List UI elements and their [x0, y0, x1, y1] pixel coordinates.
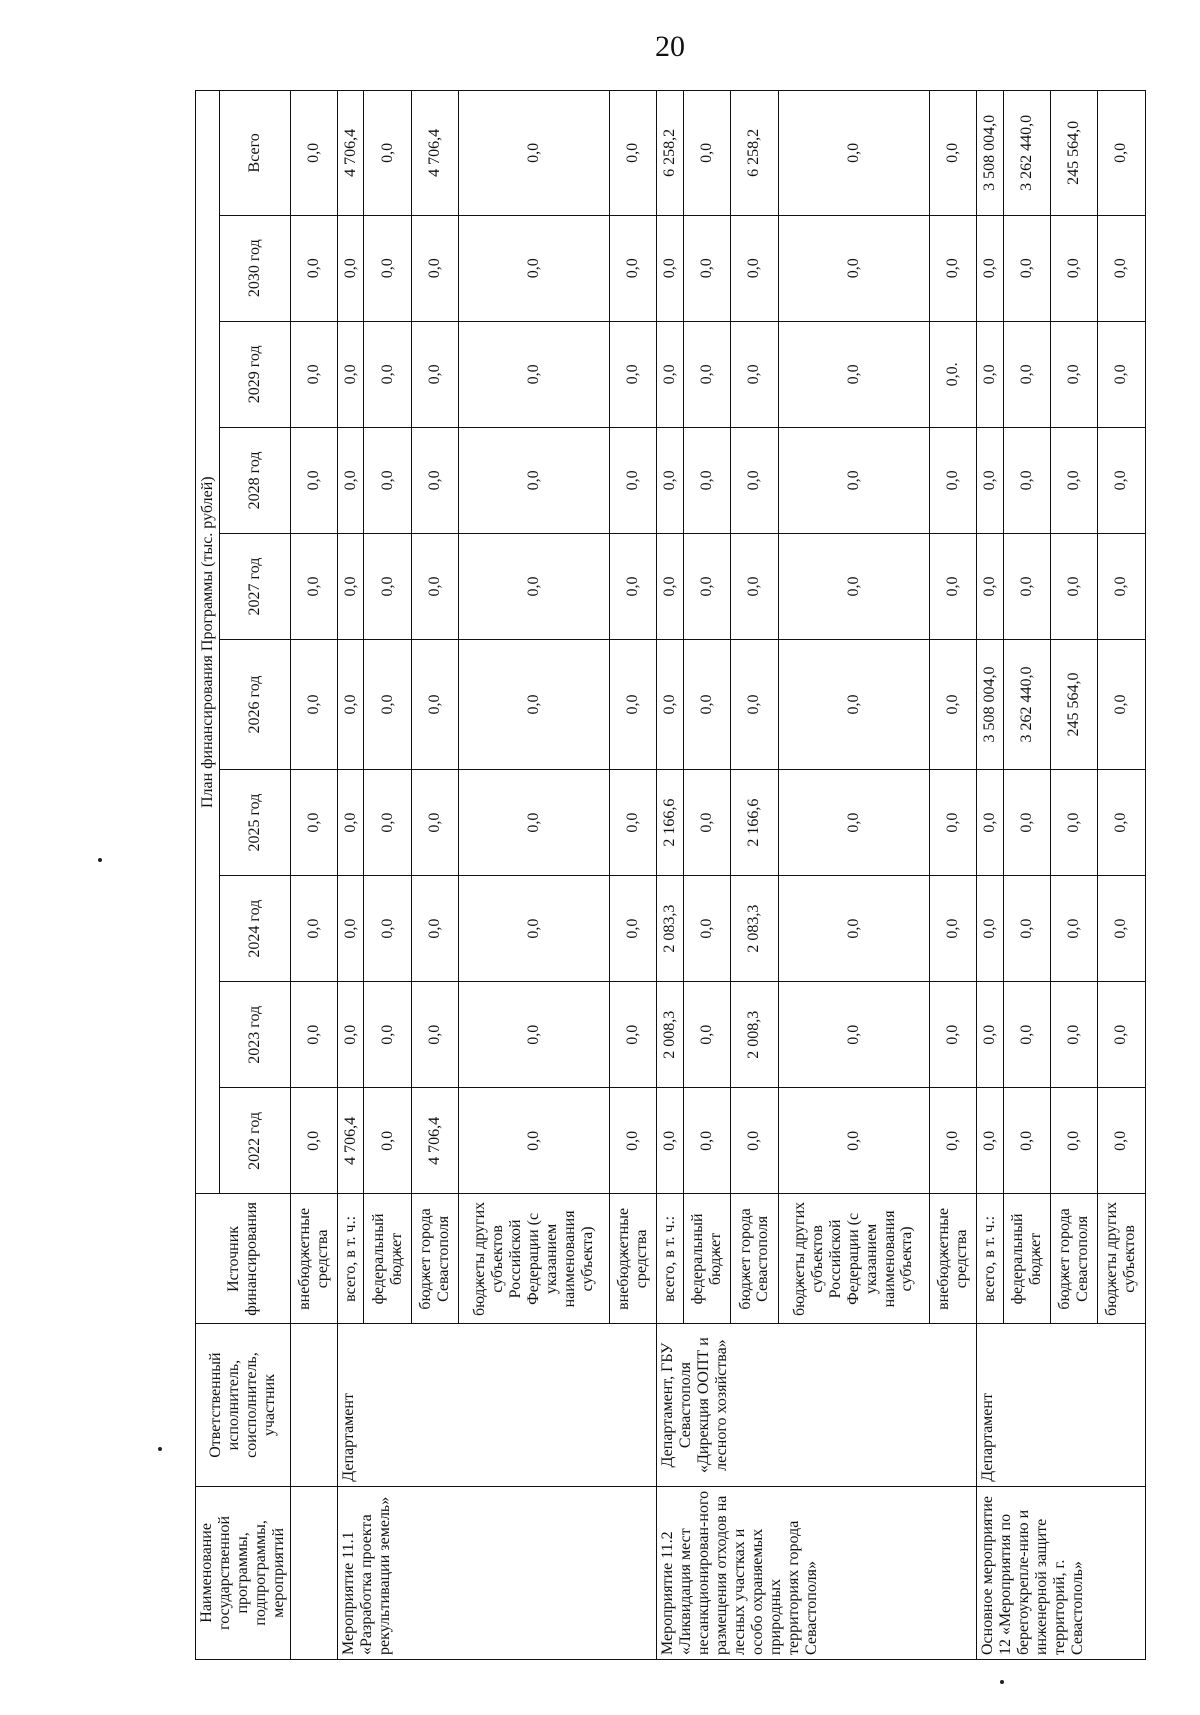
year-value-cell: 0,0 [364, 982, 411, 1088]
year-value-cell: 0,0 [731, 640, 778, 770]
year-value-cell: 0,0 [1003, 876, 1050, 982]
year-value-cell: 0,0 [778, 640, 929, 770]
total-value-cell: 6 258,2 [731, 91, 778, 216]
year-value-cell: 0,0 [364, 533, 411, 639]
page-number: 20 [655, 30, 685, 63]
year-value-cell: 0,0 [411, 770, 458, 876]
year-value-cell: 0,0 [929, 876, 976, 982]
total-value-cell: 0,0 [290, 91, 337, 216]
year-value-cell: 0,0 [977, 427, 1004, 533]
year-value-cell: 0,0 [459, 321, 610, 427]
header-responsible: Ответственный исполнитель, соисполнитель, участник [196, 1324, 291, 1486]
total-value-cell: 4 706,4 [411, 91, 458, 216]
year-value-cell: 0,0 [290, 215, 337, 321]
year-value-cell: 0,0 [1050, 321, 1097, 427]
year-value-cell: 0,0 [977, 770, 1004, 876]
year-value-cell: 0,0 [778, 1088, 929, 1194]
year-value-cell: 0,0 [683, 427, 730, 533]
year-value-cell: 0,0 [929, 982, 976, 1088]
year-value-cell: 0,0 [610, 215, 657, 321]
total-value-cell: 0,0 [1098, 91, 1145, 216]
year-value-cell: 0,0 [977, 321, 1004, 427]
year-value-cell: 0,0 [459, 215, 610, 321]
header-year: 2023 год [220, 982, 290, 1088]
year-value-cell: 0,0 [459, 427, 610, 533]
funding-source-cell: бюджеты других субъектов Российской Федерации (с указанием наименования субъекта) [459, 1194, 610, 1324]
year-value-cell: 0,0 [610, 982, 657, 1088]
year-value-cell: 0,0 [290, 982, 337, 1088]
scan-speck [98, 858, 102, 862]
year-value-cell: 0,0 [610, 427, 657, 533]
year-value-cell: 0,0 [337, 982, 364, 1088]
year-value-cell: 0,0 [977, 876, 1004, 982]
year-value-cell: 0,0 [337, 321, 364, 427]
header-year: 2024 год [220, 876, 290, 982]
header-year: 2027 год [220, 533, 290, 639]
total-value-cell: 3 508 004,0 [977, 91, 1004, 216]
year-value-cell: 0,0 [1050, 1088, 1097, 1194]
funding-source-cell: бюджет города Севастополя [411, 1194, 458, 1324]
year-value-cell: 0,0 [290, 770, 337, 876]
year-value-cell: 0,0 [683, 1088, 730, 1194]
financing-table [195, 90, 1146, 1660]
year-value-cell: 0,0 [778, 321, 929, 427]
total-value-cell: 0,0 [459, 91, 610, 216]
table-row [290, 91, 337, 1660]
total-value-cell: 0,0 [683, 91, 730, 216]
year-value-cell: 0,0 [411, 982, 458, 1088]
funding-source-cell: бюджет города Севастополя [731, 1194, 778, 1324]
program-name-cell: Мероприятие 11.2 «Ликвидация мест несанкционирован-ного размещения отходов на лесных участках и особо охраняемых природных территориях города Севастополя» [657, 1486, 977, 1659]
year-value-cell: 0,0 [778, 533, 929, 639]
scan-speck [1000, 1680, 1004, 1684]
year-value-cell: 0,0 [459, 1088, 610, 1194]
funding-source-cell: федеральный бюджет [364, 1194, 411, 1324]
year-value-cell: 0,0 [610, 321, 657, 427]
year-value-cell: 0,0 [1050, 876, 1097, 982]
year-value-cell: 0,0 [1098, 1088, 1145, 1194]
year-value-cell: 0,0 [731, 1088, 778, 1194]
year-value-cell: 0,0 [1098, 427, 1145, 533]
year-value-cell: 0,0 [731, 321, 778, 427]
year-value-cell: 0,0 [683, 321, 730, 427]
year-value-cell: 0,0 [610, 770, 657, 876]
header-name: Наименование государственной программы, подпрограммы, мероприятий [196, 1486, 291, 1659]
year-value-cell: 0,0 [610, 640, 657, 770]
funding-source-cell: внебюджетные средства [929, 1194, 976, 1324]
year-value-cell: 0,0 [1098, 533, 1145, 639]
total-value-cell: 245 564,0 [1050, 91, 1097, 216]
year-value-cell: 0,0 [364, 640, 411, 770]
total-value-cell: 3 262 440,0 [1003, 91, 1050, 216]
year-value-cell: 0,0 [929, 1088, 976, 1194]
year-value-cell: 0,0 [1003, 427, 1050, 533]
year-value-cell: 0,0 [290, 321, 337, 427]
funding-source-cell: внебюджетные средства [290, 1194, 337, 1324]
table-row [977, 91, 1004, 1660]
year-value-cell: 0,0 [411, 876, 458, 982]
year-value-cell: 0,0 [1050, 770, 1097, 876]
funding-source-cell: всего, в т. ч.: [657, 1194, 684, 1324]
responsible-cell [290, 1324, 337, 1486]
header-year: 2028 год [220, 427, 290, 533]
year-value-cell: 0,0 [657, 427, 684, 533]
header-source: Источник финансирования [196, 1194, 291, 1324]
funding-source-cell: внебюджетные средства [610, 1194, 657, 1324]
year-value-cell: 0,0 [290, 640, 337, 770]
year-value-cell: 0,0 [610, 533, 657, 639]
scan-speck [158, 1447, 162, 1451]
year-value-cell: 0,0 [411, 640, 458, 770]
year-value-cell: 0,0 [778, 982, 929, 1088]
year-value-cell: 0,0 [610, 1088, 657, 1194]
year-value-cell: 2 083,3 [731, 876, 778, 982]
year-value-cell: 0,0 [657, 640, 684, 770]
year-value-cell: 0,0 [657, 215, 684, 321]
year-value-cell: 2 008,3 [731, 982, 778, 1088]
year-value-cell: 4 706,4 [337, 1088, 364, 1194]
year-value-cell: 0,0 [459, 770, 610, 876]
year-value-cell: 245 564,0 [1050, 640, 1097, 770]
year-value-cell: 0,0 [290, 876, 337, 982]
year-value-cell: 3 508 004,0 [977, 640, 1004, 770]
funding-source-cell: бюджеты других субъектов [1098, 1194, 1145, 1324]
year-value-cell: 0,0 [929, 640, 976, 770]
year-value-cell: 0,0 [290, 533, 337, 639]
year-value-cell: 0,0 [929, 427, 976, 533]
year-value-cell: 0,0 [337, 876, 364, 982]
header-year: 2022 год [220, 1088, 290, 1194]
year-value-cell: 4 706,4 [411, 1088, 458, 1194]
year-value-cell: 0,0 [411, 321, 458, 427]
year-value-cell: 0,0 [657, 321, 684, 427]
year-value-cell: 0,0 [683, 640, 730, 770]
year-value-cell: 0,0 [977, 1088, 1004, 1194]
year-value-cell: 2 083,3 [657, 876, 684, 982]
year-value-cell: 0,0 [977, 982, 1004, 1088]
year-value-cell: 0,0 [459, 533, 610, 639]
year-value-cell: 2 166,6 [731, 770, 778, 876]
responsible-cell: Департамент [977, 1324, 1146, 1486]
year-value-cell: 0,0 [411, 427, 458, 533]
responsible-cell: Департамент, ГБУ Севастополя «Дирекция ООПТ и лесного хозяйства» [657, 1324, 977, 1486]
funding-source-cell: всего, в т. ч.: [977, 1194, 1004, 1324]
year-value-cell: 0,0 [683, 770, 730, 876]
total-value-cell: 0,0 [610, 91, 657, 216]
year-value-cell: 0,0 [657, 1088, 684, 1194]
year-value-cell: 0,0 [1098, 876, 1145, 982]
year-value-cell: 0,0 [337, 215, 364, 321]
total-value-cell: 4 706,4 [337, 91, 364, 216]
funding-source-cell: федеральный бюджет [683, 1194, 730, 1324]
header-year: 2025 год [220, 770, 290, 876]
year-value-cell: 0,0 [337, 770, 364, 876]
year-value-cell: 0,0 [459, 876, 610, 982]
year-value-cell: 0,0 [1003, 321, 1050, 427]
year-value-cell: 3 262 440,0 [1003, 640, 1050, 770]
year-value-cell: 0,0 [364, 427, 411, 533]
program-name-cell: Основное мероприятие 12 «Мероприятия по берегоукрепле-нию и инженерной защите территорий, г. Севастополь» [977, 1486, 1146, 1659]
year-value-cell: 0,0 [364, 215, 411, 321]
total-value-cell: 0,0 [929, 91, 976, 216]
total-value-cell: 0,0 [364, 91, 411, 216]
year-value-cell: 0,0 [929, 215, 976, 321]
year-value-cell: 0,0 [1003, 982, 1050, 1088]
year-value-cell: 0,0 [1003, 770, 1050, 876]
responsible-cell: Департамент [337, 1324, 657, 1486]
header-year: 2029 год [220, 321, 290, 427]
year-value-cell: 0,0 [1098, 321, 1145, 427]
year-value-cell: 0,0 [411, 533, 458, 639]
year-value-cell: 0,0 [683, 533, 730, 639]
year-value-cell: 0,0 [337, 640, 364, 770]
year-value-cell: 0,0 [337, 427, 364, 533]
funding-source-cell: бюджет города Севастополя [1050, 1194, 1097, 1324]
table-row [657, 91, 684, 1660]
total-value-cell: 0,0 [778, 91, 929, 216]
header-plan: План финансирования Программы (тыс. рублей) [196, 91, 220, 1194]
year-value-cell: 0,0 [290, 1088, 337, 1194]
year-value-cell: 0,0 [290, 427, 337, 533]
year-value-cell: 0,0 [364, 1088, 411, 1194]
year-value-cell: 0,0 [929, 533, 976, 639]
year-value-cell: 0,0 [1098, 640, 1145, 770]
year-value-cell: 0,0 [364, 876, 411, 982]
year-value-cell: 0,0 [1050, 533, 1097, 639]
year-value-cell: 0,0 [977, 533, 1004, 639]
year-value-cell: 0,0 [1098, 770, 1145, 876]
year-value-cell: 2 008,3 [657, 982, 684, 1088]
program-name-cell: Мероприятие 11.1 «Разработка проекта рекультивации земель» [337, 1486, 657, 1659]
year-value-cell: 0,0 [1050, 427, 1097, 533]
year-value-cell: 0,0 [337, 533, 364, 639]
year-value-cell: 0,0 [459, 640, 610, 770]
funding-source-cell: бюджеты других субъектов Российской Федерации (с указанием наименования субъекта) [778, 1194, 929, 1324]
total-value-cell: 6 258,2 [657, 91, 684, 216]
year-value-cell: 0,0 [364, 321, 411, 427]
year-value-cell: 0,0 [778, 215, 929, 321]
year-value-cell: 0,0 [459, 982, 610, 1088]
year-value-cell: 0,0 [657, 533, 684, 639]
header-year: 2030 год [220, 215, 290, 321]
year-value-cell: 0,0 [364, 770, 411, 876]
year-value-cell: 0,0 [683, 876, 730, 982]
program-name-cell [290, 1486, 337, 1659]
year-value-cell: 0,0 [731, 533, 778, 639]
year-value-cell: 0,0 [1098, 215, 1145, 321]
year-value-cell: 0,0 [683, 982, 730, 1088]
year-value-cell: 0,0 [731, 215, 778, 321]
year-value-cell: 0,0 [1003, 1088, 1050, 1194]
year-value-cell: 0,0 [1050, 982, 1097, 1088]
header-total: Всего [220, 91, 290, 216]
year-value-cell: 0,0 [1003, 215, 1050, 321]
header-year: 2026 год [220, 640, 290, 770]
funding-source-cell: федеральный бюджет [1003, 1194, 1050, 1324]
table-row [337, 91, 364, 1660]
year-value-cell: 0,0 [778, 876, 929, 982]
year-value-cell: 0,0 [778, 770, 929, 876]
funding-source-cell: всего, в т. ч.: [337, 1194, 364, 1324]
year-value-cell: 0,0 [610, 876, 657, 982]
year-value-cell: 0,0 [778, 427, 929, 533]
year-value-cell: 0,0 [1050, 215, 1097, 321]
year-value-cell: 0,0 [1003, 533, 1050, 639]
financing-table-sheet [195, 90, 1145, 1660]
year-value-cell: 0,0 [731, 427, 778, 533]
year-value-cell: 0,0 [411, 215, 458, 321]
year-value-cell: 0,0 [1098, 982, 1145, 1088]
year-value-cell: 0,0 [683, 215, 730, 321]
year-value-cell: 0,0 [977, 215, 1004, 321]
year-value-cell: 0,0. [929, 321, 976, 427]
year-value-cell: 2 166,6 [657, 770, 684, 876]
year-value-cell: 0,0 [929, 770, 976, 876]
